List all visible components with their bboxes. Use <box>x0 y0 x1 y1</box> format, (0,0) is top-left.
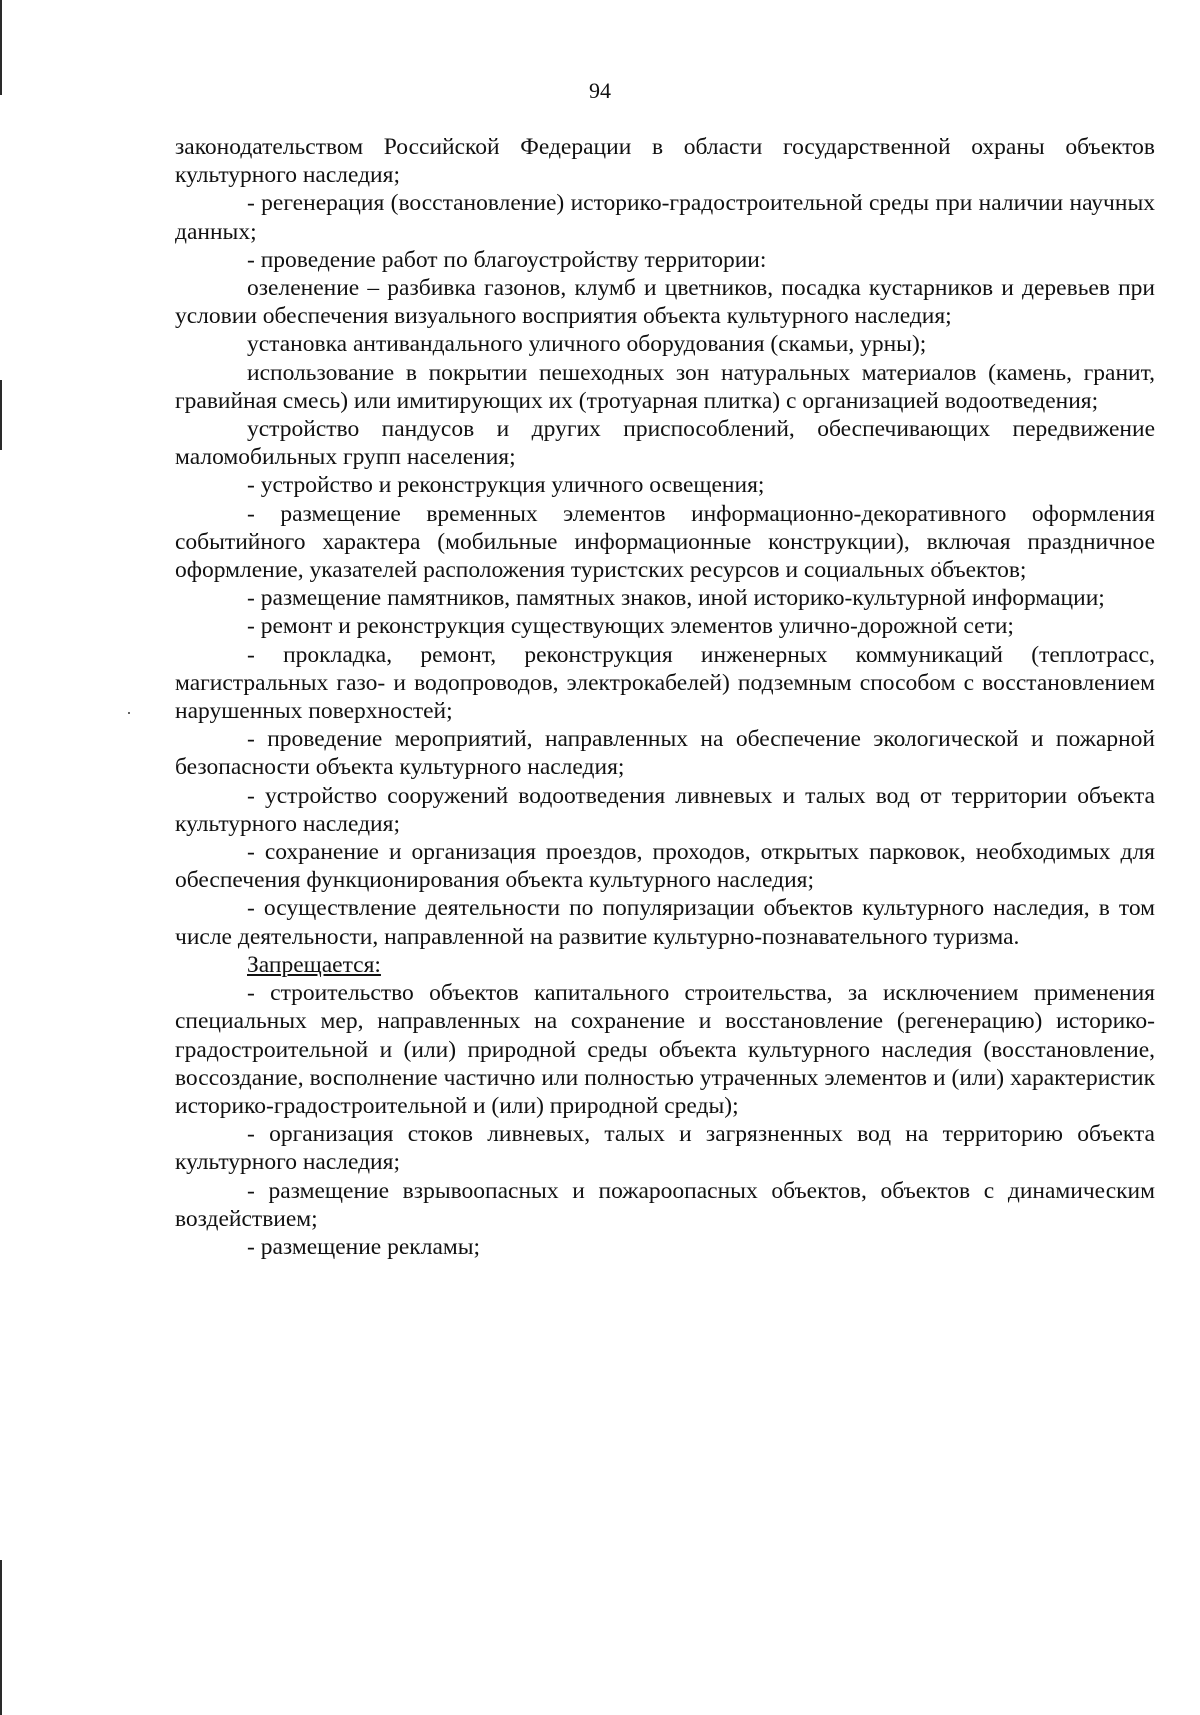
list-item: - размещение памятников, памятных знаков, иной историко-культурной информации; <box>247 585 1105 612</box>
list-item: - осуществление деятельности по популяризации объектов культурного наследия, в том числе деятельности, направленной на развитие культурно-познавательного туризма. <box>175 895 1155 950</box>
document-body <box>175 133 1155 1261</box>
list-item: - размещение взрывоопасных и пожароопасных объектов, объектов с динамическим воздействием; <box>175 1177 1155 1232</box>
prohibited-heading: Запрещается: <box>247 951 381 978</box>
list-item: - проведение работ по благоустройству территории: <box>247 246 767 273</box>
list-item: - прокладка, ремонт, реконструкция инженерных коммуникаций (теплотрасс, магистральных газо- и водопроводов, электрокабелей) подземным способом с восстановлением нарушенных поверхностей; <box>175 641 1155 725</box>
paragraph: установка антивандального уличного оборудования (скамьи, урны); <box>247 331 927 358</box>
paragraph: устройство пандусов и других приспособлений, обеспечивающих передвижение маломобильных групп населения; <box>175 416 1155 471</box>
page-number: 94 <box>589 78 611 103</box>
list-item: - проведение мероприятий, направленных на обеспечение экологической и пожарной безопасности объекта культурного наследия; <box>175 726 1155 781</box>
paragraph: использование в покрытии пешеходных зон натуральных материалов (камень, гранит, гравийная смесь) или имитирующих их (тротуарная плитка) с организацией водоотведения; <box>175 359 1155 414</box>
section-heading-prohibited <box>175 951 1155 979</box>
scan-edge-middle <box>0 380 2 450</box>
list-item: - регенерация (восстановление) историко-градостроительной среды при наличии научных данных; <box>175 190 1155 245</box>
list-item: - размещение временных элементов информационно-декоративного оформления событийного характера (мобильные информационные конструкции), включая праздничное оформление, указателей расположения туристских ресурсов и социальных объектов; <box>175 500 1155 584</box>
paragraph: озеленение – разбивка газонов, клумб и цветников, посадка кустарников и деревьев при условии обеспечения визуального восприятия объекта культурного наследия; <box>175 275 1155 330</box>
list-item: - размещение рекламы; <box>247 1233 481 1260</box>
list-item: - ремонт и реконструкция существующих элементов улично-дорожной сети; <box>247 613 1014 640</box>
scan-edge-bottom <box>0 1560 2 1715</box>
list-item: - организация стоков ливневых, талых и загрязненных вод на территорию объекта культурного наследия; <box>175 1121 1155 1176</box>
paragraph: законодательством Российской Федерации в области государственной охраны объектов культурного наследия; <box>175 134 1155 189</box>
list-item: - устройство и реконструкция уличного освещения; <box>247 472 765 499</box>
scan-speck <box>128 712 130 714</box>
list-item: - сохранение и организация проездов, проходов, открытых парковок, необходимых для обеспечения функционирования объекта культурного наследия; <box>175 839 1155 894</box>
list-item: - устройство сооружений водоотведения ливневых и талых вод от территории объекта культурного наследия; <box>175 782 1155 837</box>
list-item: - строительство объектов капитального строительства, за исключением применения специальных мер, направленных на сохранение и восстановление (регенерацию) историко-градостроительной и (или) природной среды объекта культурного наследия (восстановление, воссоздание, восполнение частично или полностью утраченных элементов и (или) характеристик историко-градостроительной и (или) природной среды); <box>175 980 1155 1119</box>
